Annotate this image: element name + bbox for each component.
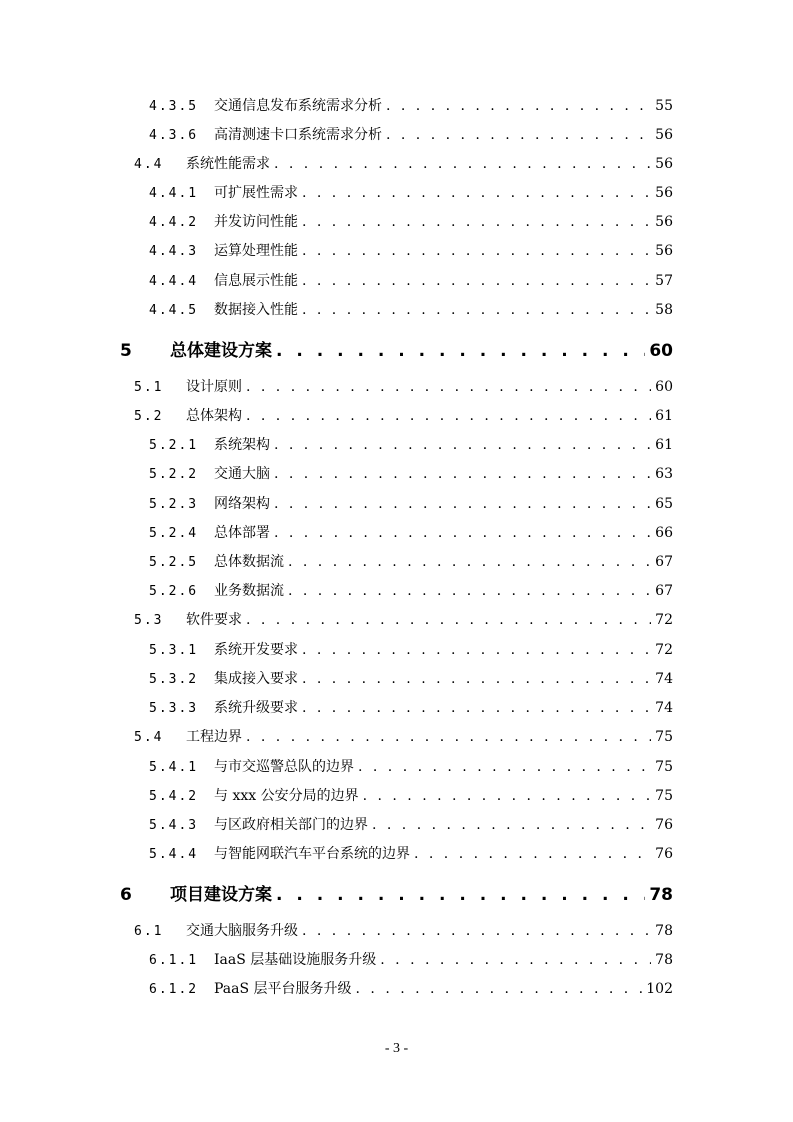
toc-page-number: 61 xyxy=(655,408,673,424)
toc-section-title: 信息展示性能 xyxy=(214,273,298,289)
toc-section-number: 4.3.6 xyxy=(149,128,199,143)
toc-dot-leader xyxy=(363,788,652,804)
toc-section-title: 高清测速卡口系统需求分析 xyxy=(214,127,382,143)
toc-section-title: 并发访问性能 xyxy=(214,214,298,230)
toc-section-number: 5.2.1 xyxy=(149,438,199,453)
toc-dot-leader xyxy=(246,612,651,628)
toc-entry[interactable] xyxy=(134,920,673,942)
toc-page-number: 76 xyxy=(655,846,673,862)
toc-dot-leader xyxy=(274,525,651,541)
toc-section-title: 运算处理性能 xyxy=(214,243,298,259)
toc-page-number: 67 xyxy=(655,554,673,570)
toc-section-title: 工程边界 xyxy=(186,729,242,745)
toc-entry[interactable] xyxy=(149,182,673,204)
toc-page-number: 55 xyxy=(655,98,673,114)
toc-dot-leader xyxy=(302,671,651,687)
toc-section-title: 系统性能需求 xyxy=(186,156,270,172)
toc-section-number: 6.1.2 xyxy=(149,982,199,997)
toc-section-title: 软件要求 xyxy=(186,612,242,628)
toc-page-number: 56 xyxy=(655,243,673,259)
toc-section-title: 设计原则 xyxy=(186,379,242,395)
toc-section-title: 系统架构 xyxy=(214,437,270,453)
toc-section-number: 5.2.6 xyxy=(149,584,199,599)
toc-section-number: 4.4.4 xyxy=(149,274,199,289)
toc-dot-leader xyxy=(302,302,651,318)
toc-section-title: 项目建设方案 xyxy=(170,885,272,905)
toc-section-number: 6.1.1 xyxy=(149,953,199,968)
toc-dot-leader xyxy=(302,642,651,658)
toc-page-number: 75 xyxy=(655,759,673,775)
toc-entry[interactable] xyxy=(149,697,673,719)
toc-section-title: 交通大脑 xyxy=(214,466,270,482)
toc-page-number: 74 xyxy=(655,700,673,716)
toc-section-number: 4.4.2 xyxy=(149,215,199,230)
toc-section-number: 5.3 xyxy=(134,613,164,628)
toc-entry[interactable] xyxy=(149,522,673,544)
toc-section-number: 5.4.4 xyxy=(149,847,199,862)
toc-section-title: IaaS 层基础设施服务升级 xyxy=(214,952,377,968)
toc-section-title: 业务数据流 xyxy=(214,583,284,599)
toc-section-title: 可扩展性需求 xyxy=(214,185,298,201)
toc-entry[interactable] xyxy=(149,211,673,233)
toc-entry[interactable] xyxy=(149,299,673,321)
toc-section-title: 总体部署 xyxy=(214,525,270,541)
toc-section-number: 5.1 xyxy=(134,380,164,395)
toc-page-number: 74 xyxy=(655,671,673,687)
toc-section-number: 4.4.3 xyxy=(149,244,199,259)
toc-section-title: PaaS 层平台服务升级 xyxy=(214,981,352,997)
toc-page-number: 60 xyxy=(655,379,673,395)
toc-entry[interactable] xyxy=(149,551,673,573)
toc-section-title: 与智能网联汽车平台系统的边界 xyxy=(214,846,410,862)
toc-section-number: 5.4.3 xyxy=(149,818,199,833)
toc-page-number: 72 xyxy=(655,642,673,658)
toc-page-number: 66 xyxy=(655,525,673,541)
toc-entry[interactable] xyxy=(149,240,673,262)
toc-page-number: 56 xyxy=(655,214,673,230)
toc-dot-leader xyxy=(288,583,651,599)
toc-section-number: 4.4.5 xyxy=(149,303,199,318)
toc-page-number: 58 xyxy=(655,302,673,318)
toc-entry[interactable] xyxy=(149,493,673,515)
toc-page-number: 102 xyxy=(646,981,673,997)
toc-dot-leader xyxy=(246,408,651,424)
toc-dot-leader xyxy=(386,98,651,114)
toc-page-number: 76 xyxy=(655,817,673,833)
toc-section-title: 交通信息发布系统需求分析 xyxy=(214,98,382,114)
toc-dot-leader xyxy=(386,127,651,143)
toc-dot-leader xyxy=(246,379,651,395)
toc-entry[interactable] xyxy=(134,609,673,631)
toc-section-number: 5.3.1 xyxy=(149,643,199,658)
toc-section-number: 4.3.5 xyxy=(149,99,199,114)
toc-dot-leader xyxy=(274,437,651,453)
toc-section-title: 与区政府相关部门的边界 xyxy=(214,817,368,833)
toc-page-number: 78 xyxy=(655,952,673,968)
toc-dot-leader xyxy=(274,496,651,512)
toc-section-number: 5.2 xyxy=(134,409,164,424)
toc-dot-leader xyxy=(274,156,651,172)
toc-dot-leader xyxy=(276,885,645,905)
toc-entry[interactable] xyxy=(134,726,673,748)
toc-page-number: 60 xyxy=(649,341,673,361)
toc-dot-leader xyxy=(380,952,651,968)
toc-page-number: 75 xyxy=(655,788,673,804)
toc-page-number: 56 xyxy=(655,156,673,172)
toc-entry[interactable] xyxy=(149,814,673,836)
toc-page-number: 67 xyxy=(655,583,673,599)
toc-section-number: 5.2.5 xyxy=(149,555,199,570)
toc-dot-leader xyxy=(302,214,651,230)
toc-section-number: 4.4 xyxy=(134,157,164,172)
toc-page-number: 63 xyxy=(655,466,673,482)
toc-page-number: 56 xyxy=(655,127,673,143)
toc-dot-leader xyxy=(276,341,645,361)
toc-entry[interactable] xyxy=(134,376,673,398)
toc-section-number: 5.4 xyxy=(134,730,164,745)
toc-section-title: 总体数据流 xyxy=(214,554,284,570)
toc-section-number: 6 xyxy=(120,885,132,905)
toc-section-title: 与 xxx 公安分局的边界 xyxy=(214,788,359,804)
toc-entry[interactable] xyxy=(120,336,673,362)
toc-page-number: 57 xyxy=(655,273,673,289)
toc-page-number: 56 xyxy=(655,185,673,201)
toc-entry[interactable] xyxy=(149,580,673,602)
toc-entry[interactable] xyxy=(149,639,673,661)
toc-entry[interactable] xyxy=(149,463,673,485)
toc-dot-leader xyxy=(356,981,643,997)
toc-section-title: 网络架构 xyxy=(214,496,270,512)
toc-entry[interactable] xyxy=(149,949,673,971)
toc-entry[interactable] xyxy=(149,270,673,292)
toc-dot-leader xyxy=(358,759,651,775)
toc-section-number: 5.2.4 xyxy=(149,526,199,541)
toc-section-title: 总体建设方案 xyxy=(170,341,272,361)
toc-section-number: 4.4.1 xyxy=(149,186,199,201)
toc-page-number: 78 xyxy=(655,923,673,939)
toc-page-number: 78 xyxy=(649,885,673,905)
toc-section-number: 5.2.3 xyxy=(149,497,199,512)
toc-dot-leader xyxy=(302,923,651,939)
toc-dot-leader xyxy=(302,185,651,201)
toc-section-title: 总体架构 xyxy=(186,408,242,424)
toc-section-number: 5 xyxy=(120,341,132,361)
toc-page-number: 72 xyxy=(655,612,673,628)
toc-section-number: 6.1 xyxy=(134,924,164,939)
toc-section-number: 5.4.2 xyxy=(149,789,199,804)
toc-entry[interactable] xyxy=(134,153,673,175)
toc-entry[interactable] xyxy=(134,405,673,427)
toc-section-number: 5.4.1 xyxy=(149,760,199,775)
toc-dot-leader xyxy=(246,729,651,745)
toc-section-title: 集成接入要求 xyxy=(214,671,298,687)
toc-section-number: 5.3.3 xyxy=(149,701,199,716)
toc-section-title: 数据接入性能 xyxy=(214,302,298,318)
toc-dot-leader xyxy=(302,243,651,259)
toc-dot-leader xyxy=(372,817,651,833)
toc-dot-leader xyxy=(302,273,651,289)
page-number: - 3 - xyxy=(384,1041,409,1056)
toc-page-number: 61 xyxy=(655,437,673,453)
toc-page-number: 75 xyxy=(655,729,673,745)
toc-entry[interactable] xyxy=(149,95,673,117)
toc-entry[interactable] xyxy=(149,843,673,865)
toc-section-number: 5.2.2 xyxy=(149,467,199,482)
toc-entry[interactable] xyxy=(149,434,673,456)
toc-entry[interactable] xyxy=(149,978,673,1000)
toc-entry[interactable] xyxy=(149,756,673,778)
toc-section-title: 与市交巡警总队的边界 xyxy=(214,759,354,775)
toc-dot-leader xyxy=(288,554,651,570)
toc-section-title: 系统升级要求 xyxy=(214,700,298,716)
toc-dot-leader xyxy=(302,700,651,716)
toc-entry[interactable] xyxy=(149,785,673,807)
toc-section-title: 交通大脑服务升级 xyxy=(186,923,298,939)
toc-entry[interactable] xyxy=(149,124,673,146)
toc-entry[interactable] xyxy=(149,668,673,690)
toc-section-number: 5.3.2 xyxy=(149,672,199,687)
toc-section-title: 系统开发要求 xyxy=(214,642,298,658)
toc-dot-leader xyxy=(274,466,651,482)
toc-page-number: 65 xyxy=(655,496,673,512)
toc-entry[interactable] xyxy=(120,880,673,906)
toc-dot-leader xyxy=(414,846,651,862)
